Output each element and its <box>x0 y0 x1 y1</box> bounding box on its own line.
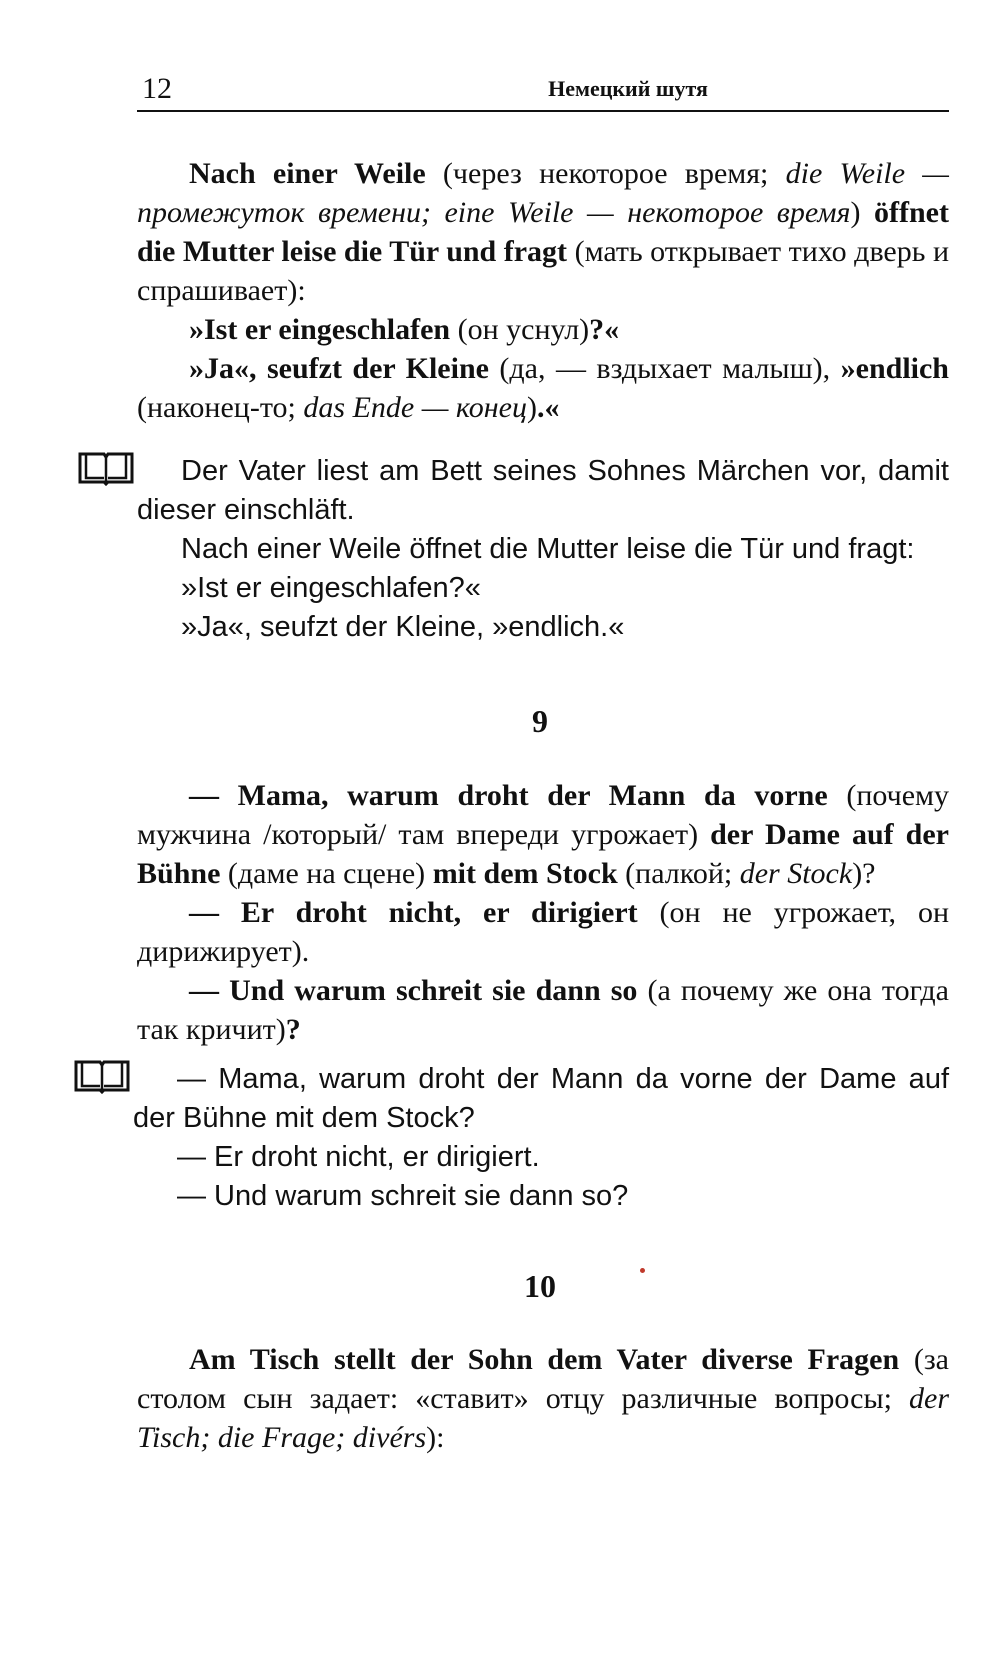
translation-text: (за столом сын задает: «ставит» отцу различные вопросы; <box>137 1343 950 1415</box>
section-number: 10 <box>524 1268 556 1304</box>
translation-text: (даме на сцене) <box>220 857 433 890</box>
german-phrase: der Dame auf der Bühne <box>137 818 949 890</box>
german-phrase: öffnet die Mutter leise die Tür und fragt <box>137 196 949 268</box>
plain-paragraph: »Ist er eingeschlafen?« <box>181 572 481 604</box>
translation-text: (он не угрожает, он дирижирует). <box>137 896 950 968</box>
gloss-note: das Ende — конец <box>303 391 527 424</box>
translation-text: (палкой; <box>617 857 740 890</box>
gloss-note: der Stock <box>739 857 853 890</box>
plain-paragraph: Nach einer Weile öffnet die Mutter leise die Tür und fragt: <box>181 533 915 565</box>
translation-text: (наконец-то; <box>137 391 304 424</box>
running-title: Немецкий шутя <box>548 76 708 101</box>
gloss-note: die Weile — промежуток времени; eine Weile — некоторое время <box>137 157 949 229</box>
german-phrase: — Und warum schreit sie dann so <box>189 974 638 1007</box>
translation-text: (да, — вздыхает малыш), <box>488 352 841 385</box>
plain-text-section-9 <box>133 1060 949 1216</box>
plain-paragraph: Der Vater liest am Bett seines Sohnes Märchen vor, damit dieser einschläft. <box>137 455 949 526</box>
print-speck <box>640 1268 645 1273</box>
german-phrase: — Er droht nicht, er dirigiert <box>189 896 638 929</box>
gloss-note: der Tisch; die Frage; divérs <box>137 1382 949 1454</box>
translation-text: (почему мужчина /который/ там впереди угрожает) <box>137 779 950 851</box>
translation-text: (мать открывает тихо дверь и спрашивает): <box>137 235 949 307</box>
plain-paragraph: — Er droht nicht, er dirigiert. <box>177 1141 540 1173</box>
annotated-paragraph <box>137 310 949 349</box>
page-header <box>137 66 949 112</box>
plain-paragraph: — Mama, warum droht der Mann da vorne der Dame auf der Bühne mit dem Stock? <box>133 1063 949 1134</box>
open-book-icon <box>74 1058 130 1094</box>
german-phrase: mit dem Stock <box>432 857 618 890</box>
german-phrase: Am Tisch stellt der Sohn dem Vater diverse Fragen <box>189 1343 900 1376</box>
annotated-paragraph <box>137 776 949 893</box>
annotated-paragraph <box>137 349 949 427</box>
german-phrase: ?« <box>589 313 620 346</box>
annotated-paragraph <box>137 971 949 1049</box>
german-phrase: ? <box>285 1013 301 1046</box>
annotated-paragraph <box>137 1340 949 1457</box>
translation-text: ) <box>850 196 875 229</box>
section-number: 9 <box>532 703 548 739</box>
translation-text: )? <box>852 857 876 890</box>
page-number: 12 <box>142 72 172 105</box>
translation-text: ) <box>526 391 537 424</box>
german-phrase: .« <box>536 391 560 424</box>
open-book-icon <box>78 450 134 486</box>
german-phrase: »Ist er eingeschlafen <box>189 313 451 346</box>
annotated-paragraph <box>137 154 949 310</box>
translation-text: (через некоторое время; <box>425 157 786 190</box>
german-phrase: »endlich <box>840 352 949 385</box>
annotated-paragraph <box>137 893 949 971</box>
plain-paragraph: »Ja«, seufzt der Kleine, »endlich.« <box>181 611 625 643</box>
plain-paragraph: — Und warum schreit sie dann so? <box>177 1180 629 1212</box>
german-phrase: — Mama, warum droht der Mann da vorne <box>189 779 828 812</box>
translation-text: (он уснул) <box>450 313 590 346</box>
annotated-text-section-9 <box>137 776 949 1049</box>
annotated-text-section-8 <box>137 154 949 427</box>
translation-text: (а почему же она тогда так кричит) <box>137 974 949 1046</box>
german-phrase: »Ja«, seufzt der Kleine <box>189 352 489 385</box>
annotated-text-section-10 <box>137 1340 949 1457</box>
translation-text: ): <box>426 1421 445 1454</box>
german-phrase: Nach einer Weile <box>189 157 426 190</box>
plain-text-section-8 <box>137 452 949 647</box>
